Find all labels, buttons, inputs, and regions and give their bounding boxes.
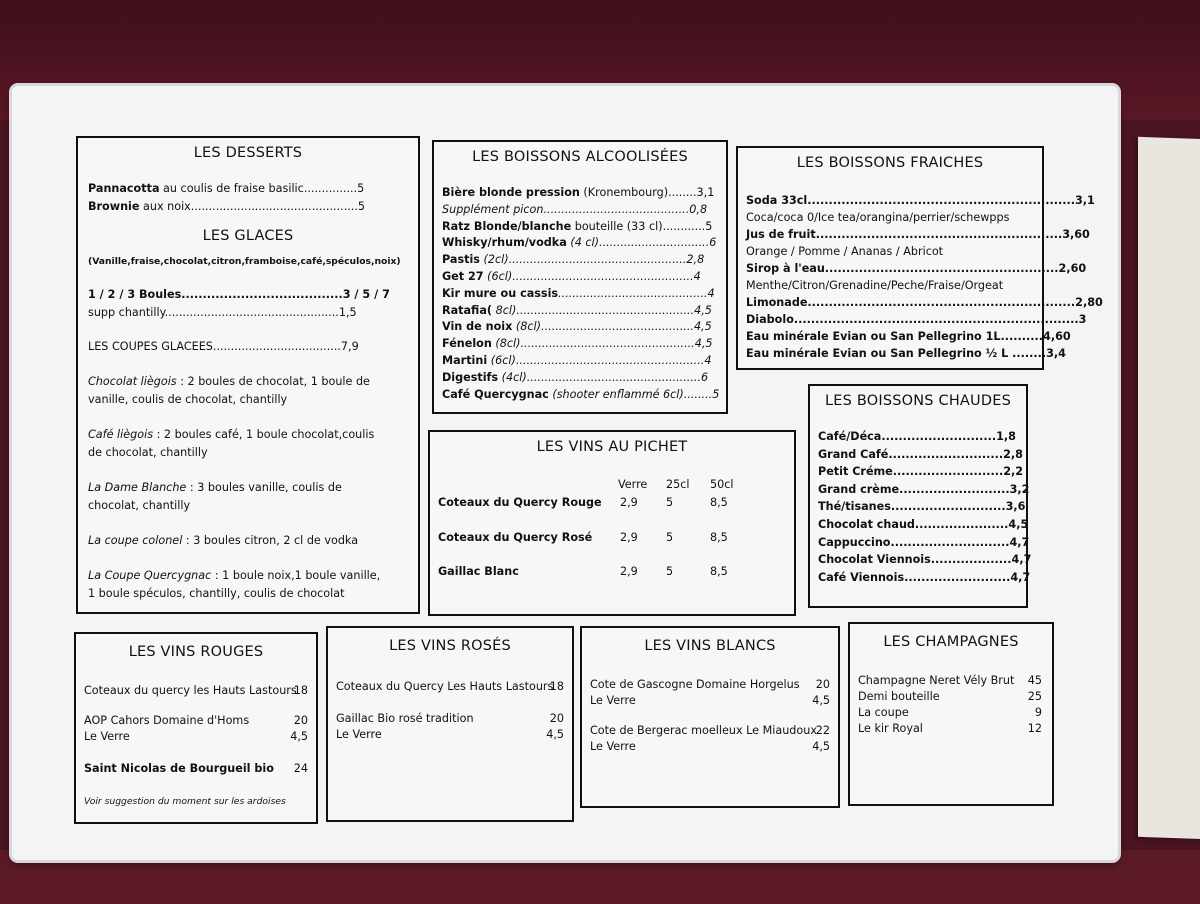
wine-price: 20 bbox=[549, 712, 564, 725]
fraiche-line: Sirop à l'eau.......................................................2,60 bbox=[746, 262, 1087, 275]
desserts-title: LES DESSERTS bbox=[193, 145, 303, 161]
glaces-flavors: (Vanille,fraise,chocolat,citron,framboise,café,spéculos,noix) bbox=[88, 256, 401, 267]
alcool-panel bbox=[432, 140, 728, 414]
pichet-header-25cl: 25cl bbox=[666, 478, 690, 491]
pichet-title: LES VINS AU PICHET bbox=[536, 439, 688, 455]
blancs-panel bbox=[580, 626, 840, 808]
alcool-item: Whisky/rhum/vodka (4 cl)...............................6 bbox=[442, 236, 717, 250]
pichet-panel bbox=[428, 430, 796, 616]
wine-name: Coteaux du Quercy Les Hauts Lastours bbox=[336, 680, 554, 693]
wine-name: Cote de Gascogne Domaine Horgelus bbox=[590, 678, 800, 691]
chaude-line: Café/Déca...........................1,8 bbox=[818, 430, 1016, 443]
alcool-item: Supplément picon.........................................0,8 bbox=[442, 202, 708, 216]
pichet-header-50cl: 50cl bbox=[710, 478, 734, 491]
desserts-panel bbox=[76, 136, 420, 614]
fraiches-panel bbox=[736, 146, 1103, 370]
alcool-item: Vin de noix (8cl)...........................................4,5 bbox=[442, 320, 712, 334]
champagnes-panel bbox=[848, 622, 1054, 806]
glaces-chantilly: supp chantilly.................................................1,5 bbox=[88, 306, 357, 319]
fraiche-line: Soda 33cl...............................................................3,1 bbox=[746, 194, 1095, 207]
coupe-item: La Dame Blanche : 3 boules vanille, coulis de bbox=[88, 481, 342, 494]
coupe-item: Café liègois : 2 boules café, 1 boule chocolat,coulis bbox=[88, 428, 375, 441]
wine-name: Le Verre bbox=[590, 740, 636, 753]
fraiche-line: Orange / Pomme / Ananas / Abricot bbox=[746, 245, 944, 258]
champagne-price: 25 bbox=[1027, 690, 1042, 703]
coupe-item-desc: vanille, coulis de chocolat, chantilly bbox=[88, 393, 288, 406]
rouges-note: Voir suggestion du moment sur les ardoises bbox=[84, 796, 286, 807]
alcool-title: LES BOISSONS ALCOOLISÉES bbox=[472, 149, 688, 165]
roses-title: LES VINS ROSÉS bbox=[389, 638, 511, 654]
wine-name: Coteaux du quercy les Hauts Lastours bbox=[84, 684, 297, 697]
chaude-line: Thé/tisanes...........................3,6 bbox=[818, 500, 1026, 514]
menu-sheet bbox=[12, 86, 1118, 860]
pichet-price: 2,9 bbox=[620, 530, 638, 544]
fraiche-line: Jus de fruit..........................................................3,60 bbox=[746, 228, 1090, 241]
pichet-price: 2,9 bbox=[620, 565, 638, 578]
wine-price: 20 bbox=[815, 678, 830, 691]
rouges-panel bbox=[74, 632, 318, 824]
dessert-item: Brownie aux noix...............................................5 bbox=[88, 200, 366, 213]
chaude-line: Petit Créme..........................2,2 bbox=[818, 465, 1024, 479]
coupe-item-desc: 1 boule spéculos, chantilly, coulis de chocolat bbox=[88, 587, 345, 600]
alcool-item: Martini (6cl).....................................................4 bbox=[442, 354, 712, 367]
alcool-item: Fénelon (8cl).................................................4,5 bbox=[442, 337, 713, 351]
wine-name: Le Verre bbox=[590, 694, 636, 707]
coupe-item: Chocolat liègois : 2 boules de chocolat, 1 boule de bbox=[88, 375, 370, 388]
alcool-item: Café Quercygnac (shooter enflammé 6cl)........5 bbox=[442, 387, 720, 401]
wine-price: 18 bbox=[549, 680, 564, 693]
fraiche-line: Limonade...............................................................2,80 bbox=[746, 296, 1103, 309]
pichet-price: 8,5 bbox=[710, 496, 728, 509]
fraiche-line: Diabolo...................................................................3 bbox=[746, 313, 1087, 326]
alcool-item: Get 27 (6cl)...................................................4 bbox=[442, 270, 701, 283]
wine-price: 24 bbox=[293, 762, 308, 775]
chaude-line: Grand crème..........................3,2 bbox=[818, 482, 1030, 496]
alcool-item: Ratafia( 8cl)..................................................4,5 bbox=[442, 303, 712, 317]
coupe-item-desc: de chocolat, chantilly bbox=[88, 446, 208, 459]
fraiche-line: Menthe/Citron/Grenadine/Peche/Fraise/Orgeat bbox=[746, 279, 1004, 292]
champagne-name: Champagne Neret Vély Brut bbox=[858, 674, 1015, 687]
chaude-line: Chocolat Viennois...................4,7 bbox=[818, 553, 1032, 567]
wine-price: 4,5 bbox=[812, 694, 830, 707]
chaudes-title: LES BOISSONS CHAUDES bbox=[824, 393, 1011, 409]
pichet-price: 8,5 bbox=[710, 530, 728, 544]
wine-name: Saint Nicolas de Bourgueil bio bbox=[84, 762, 274, 775]
pichet-price: 8,5 bbox=[710, 565, 728, 578]
wine-price: 22 bbox=[815, 724, 830, 737]
pichet-wine-name: Coteaux du Quercy Rouge bbox=[438, 496, 602, 509]
fraiches-title: LES BOISSONS FRAICHES bbox=[796, 155, 984, 171]
chaudes-panel bbox=[808, 384, 1032, 608]
champagne-name: La coupe bbox=[858, 706, 909, 719]
pichet-price: 5 bbox=[666, 565, 674, 578]
champagne-price: 12 bbox=[1027, 722, 1042, 735]
wine-price: 4,5 bbox=[290, 730, 308, 743]
blancs-title: LES VINS BLANCS bbox=[644, 638, 776, 654]
chaude-line: Cappuccino............................4,7 bbox=[818, 535, 1030, 549]
champagne-name: Le kir Royal bbox=[858, 722, 923, 735]
glaces-boules: 1 / 2 / 3 Boules......................................3 / 5 / 7 bbox=[88, 288, 390, 301]
chaude-line: Chocolat chaud......................4,5 bbox=[818, 518, 1029, 531]
fraiche-line: Eau minérale Evian ou San Pellegrino 1L..........4,60 bbox=[746, 330, 1071, 343]
wine-name: Le Verre bbox=[336, 728, 382, 741]
wine-price: 20 bbox=[293, 714, 308, 727]
champagne-price: 45 bbox=[1027, 674, 1042, 687]
fraiche-line: Coca/coca 0/Ice tea/orangina/perrier/schewpps bbox=[746, 211, 1010, 224]
wine-name: Gaillac Bio rosé tradition bbox=[336, 712, 474, 725]
wine-price: 18 bbox=[293, 684, 308, 697]
roses-panel bbox=[326, 626, 574, 822]
glaces-title: LES GLACES bbox=[202, 228, 294, 244]
coupes-glacees: LES COUPES GLACEES....................................7,9 bbox=[88, 340, 359, 353]
champagne-name: Demi bouteille bbox=[858, 690, 940, 703]
pichet-price: 5 bbox=[666, 530, 674, 544]
alcool-item: Digestifs (4cl).................................................6 bbox=[442, 370, 709, 384]
napkin bbox=[1138, 137, 1200, 839]
pichet-wine-name: Gaillac Blanc bbox=[438, 565, 519, 578]
coupe-item: La coupe colonel : 3 boules citron, 2 cl de vodka bbox=[88, 534, 359, 547]
rouges-title: LES VINS ROUGES bbox=[128, 644, 264, 660]
coupe-item-desc: chocolat, chantilly bbox=[88, 499, 191, 512]
alcool-item: Bière blonde pression (Kronembourg)........3,1 bbox=[442, 186, 715, 199]
pichet-price: 5 bbox=[666, 496, 674, 509]
alcool-item: Kir mure ou cassis..........................................4 bbox=[442, 286, 715, 300]
fraiche-line: Eau minérale Evian ou San Pellegrino ½ L ........3,4 bbox=[746, 347, 1066, 360]
wine-price: 4,5 bbox=[812, 740, 830, 753]
wine-price: 4,5 bbox=[546, 728, 564, 741]
chaude-line: Café Viennois.........................4,7 bbox=[818, 570, 1031, 584]
dessert-item: Pannacotta au coulis de fraise basilic...............5 bbox=[88, 182, 365, 195]
coupe-item: La Coupe Quercygnac : 1 boule noix,1 boule vanille, bbox=[88, 569, 381, 582]
wine-name: AOP Cahors Domaine d'Homs bbox=[84, 714, 250, 727]
alcool-item: Pastis (2cl)..................................................2,8 bbox=[442, 253, 705, 267]
chaude-line: Grand Café...........................2,8 bbox=[818, 447, 1023, 461]
pichet-header-verre: Verre bbox=[618, 478, 648, 491]
alcool-item: Ratz Blonde/blanche bouteille (33 cl)............5 bbox=[442, 219, 713, 233]
champagne-price: 9 bbox=[1034, 706, 1042, 719]
wine-name: Le Verre bbox=[84, 730, 130, 743]
wine-name: Cote de Bergerac moelleux Le Miaudoux bbox=[590, 724, 817, 737]
pichet-price: 2,9 bbox=[620, 496, 638, 509]
pichet-wine-name: Coteaux du Quercy Rosé bbox=[438, 530, 593, 544]
champagnes-title: LES CHAMPAGNES bbox=[883, 634, 1019, 650]
